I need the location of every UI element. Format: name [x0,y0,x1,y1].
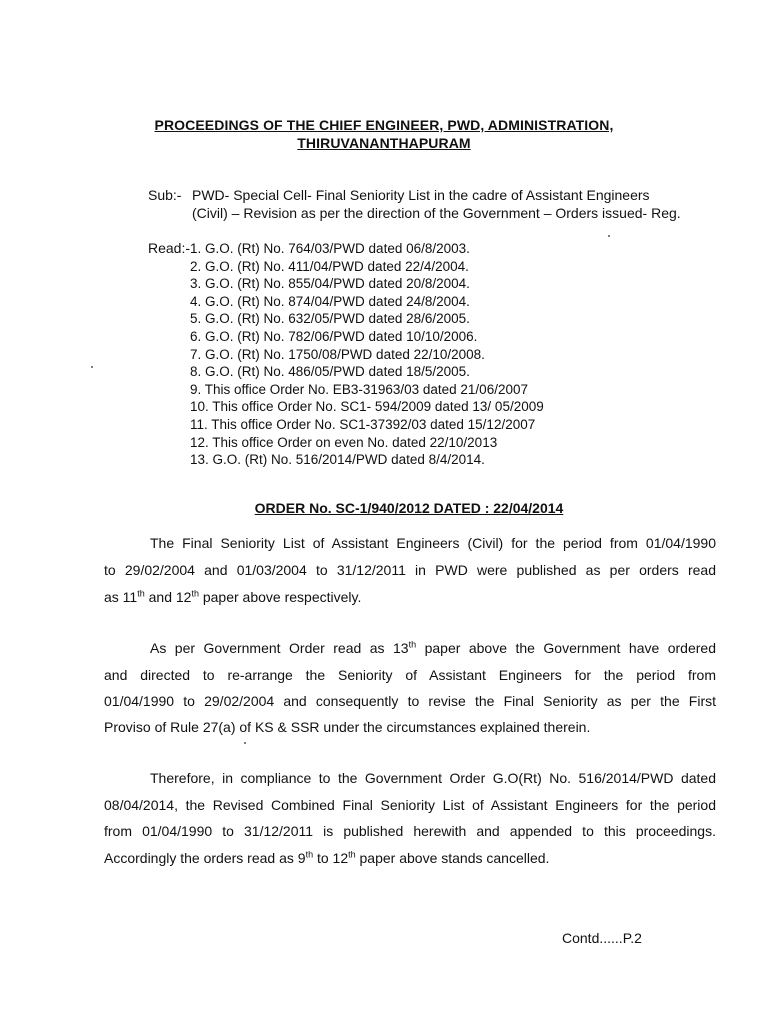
scan-speck [608,235,610,237]
paragraph3-line4 [104,850,716,866]
paragraph2-line2: and directed to re-arrange the Seniority of Assistant Engineers for the period from [104,667,716,683]
paragraph3-line1: Therefore, in compliance to the Government Order G.O(Rt) No. 516/2014/PWD dated [150,770,716,786]
paragraph1-line3-text-a: as 11 [104,589,138,605]
order-heading: ORDER No. SC-1/940/2012 DATED : 22/04/2014 [254,500,564,516]
read-item: 10. This office Order No. SC1- 594/2009 dated 13/ 05/2009 [190,399,544,415]
paragraph2-line4: Proviso of Rule 27(a) of KS & SSR under the circumstances explained therein. [104,719,591,735]
paragraph2-line1-text-b: paper above the Government have ordered [416,640,716,656]
read-item: 4. G.O. (Rt) No. 874/04/PWD dated 24/8/2004. [190,293,470,309]
subject-line2: (Civil) – Revision as per the direction of the Government – Orders issued- Reg. [192,205,681,221]
paragraph1-line3-text-c: paper above respectively. [198,589,362,605]
paragraph3-line4-sup1: th [305,849,314,860]
read-item: 9. This office Order No. EB3-31963/03 dated 21/06/2007 [190,381,528,397]
read-item: 7. G.O. (Rt) No. 1750/08/PWD dated 22/10/2008. [190,346,485,362]
scan-speck [244,742,246,744]
read-item: 5. G.O. (Rt) No. 632/05/PWD dated 28/6/2005. [190,311,470,327]
paragraph2-line1 [150,640,716,656]
read-item: 3. G.O. (Rt) No. 855/04/PWD dated 20/8/2004. [190,276,470,292]
read-item: 8. G.O. (Rt) No. 486/05/PWD dated 18/5/2005. [190,364,470,380]
paragraph2-line3: 01/04/1990 to 29/02/2004 and consequently to revise the Final Seniority as per the First [104,693,716,709]
read-references-list [190,240,544,469]
subject-line1: PWD- Special Cell- Final Seniority List in the cadre of Assistant Engineers [192,187,650,203]
paragraph2-line1-text-a: As per Government Order read as 13 [150,640,409,656]
read-item: 6. G.O. (Rt) No. 782/06/PWD dated 10/10/2006. [190,328,478,344]
header-title-line1: PROCEEDINGS OF THE CHIEF ENGINEER, PWD, ADMINISTRATION, [154,117,614,133]
paragraph3-line2: 08/04/2014, the Revised Combined Final Seniority List of Assistant Engineers for the period [104,797,716,813]
read-item: 1. G.O. (Rt) No. 764/03/PWD dated 06/8/2003. [190,241,470,256]
read-item: 12. This office Order on even No. dated 22/10/2013 [190,434,498,450]
paragraph3-line4-text-c: paper above stands cancelled. [355,850,550,866]
read-item: 11. This office Order No. SC1-37392/03 dated 15/12/2007 [190,416,536,432]
paragraph3-line3: from 01/04/1990 to 31/12/2011 is published herewith and appended to this proceedings. [104,823,716,839]
paragraph1-line3-text-b: and 12 [144,589,192,605]
subject-label: Sub:- [148,187,182,203]
paragraph1-line3-sup2: th [191,588,199,599]
continued-note: Contd......P.2 [562,930,642,946]
paragraph1-line1: The Final Seniority List of Assistant Engineers (Civil) for the period from 01/04/1990 [150,535,716,551]
paragraph3-line4-sup2: th [348,849,356,860]
scan-speck [91,366,93,368]
header-title-line2: THIRUVANANTHAPURAM [297,135,471,151]
paragraph3-line4-text-a: Accordingly the orders read as 9 [104,850,306,866]
read-item: 2. G.O. (Rt) No. 411/04/PWD dated 22/4/2004. [190,258,469,274]
paragraph1-line3-sup1: th [137,588,145,599]
read-label: Read:- [148,240,191,256]
paragraph3-line4-text-b: to 12 [313,850,349,866]
paragraph2-line1-sup: th [408,639,417,650]
paragraph1-line2: to 29/02/2004 and 01/03/2004 to 31/12/2011 in PWD were published as per orders read [104,562,716,578]
read-item: 13. G.O. (Rt) No. 516/2014/PWD dated 8/4/2014. [190,452,485,468]
paragraph1-line3 [104,589,716,605]
